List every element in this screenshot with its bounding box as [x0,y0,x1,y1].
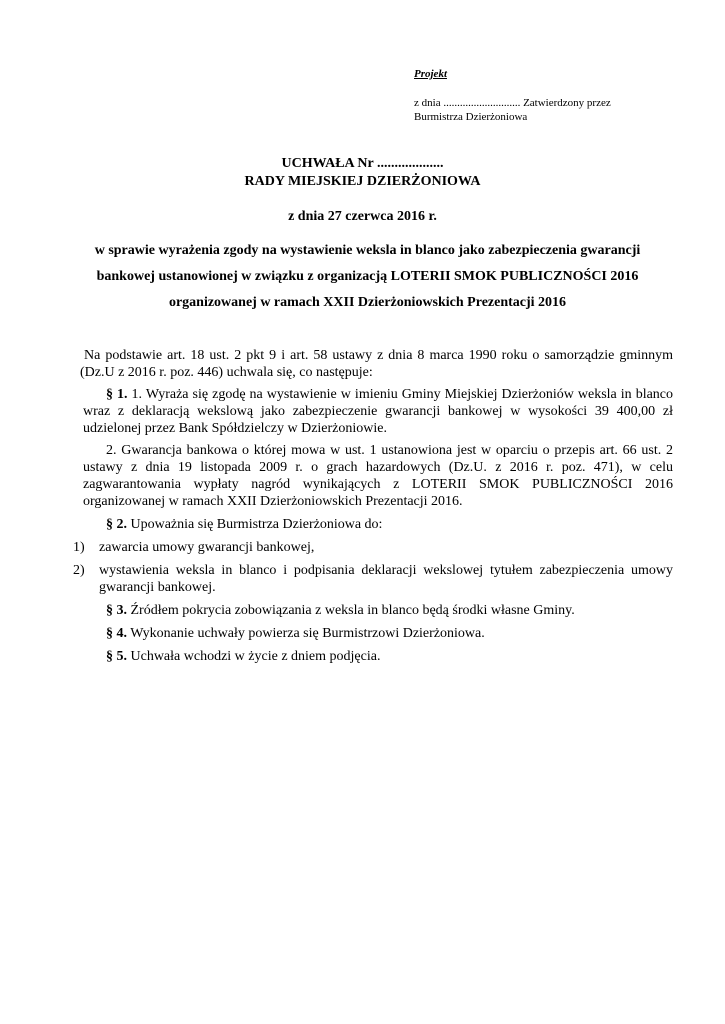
section-3-text: Źródłem pokrycia zobowiązania z weksla in blanco będą środki własne Gminy. [127,603,575,618]
section-1-paragraph-2: 2. Gwarancja bankowa o której mowa w ust. 1 ustanowiona jest w oparciu o przepis art. 66 ust. 2 ustawy z dnia 19 listopada 2009 r. o grach hazardowych (Dz.U. z 2016 r. poz. 471), w celu zagwarantowania wypłaty nagród wynikających z LOTERII SMOK PUBLICZNOŚCI 2016 organizowanej w ramach XXII Dzierżoniowskich Prezentacji 2016. [83,443,673,509]
section-1-text: 1. Wyraża się zgodę na wystawienie w imieniu Gminy Miejskiej Dzierżoniów weksla in blanco wraz z deklaracją wekslową jako zabezpieczenie gwarancji bankowej w wysokości 39 400,00 zł udzielonej przez Bank Spółdzielczy w Dzierżoniowie. [83,387,674,436]
section-4 [83,625,673,642]
list-item-number: 1) [73,540,85,555]
section-2-label: § 2. [106,517,127,532]
section-4-label: § 4. [106,626,127,641]
draft-header [414,67,611,124]
resolution-body [73,347,674,665]
section-2-text: Upoważnia się Burmistrza Dzierżoniowa do: [127,517,383,532]
section-3 [83,602,673,619]
section-4-text: Wykonanie uchwały powierza się Burmistrzowi Dzierżoniowa. [127,626,485,641]
list-item [73,562,673,596]
section-1 [83,386,673,437]
section-5-text: Uchwała wchodzi w życie z dniem podjęcia. [127,649,381,664]
section-5 [83,648,673,665]
approval-line: z dnia ............................ Zatwierdzony przez [414,97,611,109]
section-1-label: § 1. [106,387,128,402]
list-item-text: wystawienia weksla in blanco i podpisania deklaracji wekslowej tytułem zabezpieczenia umowy gwarancji bankowej. [99,563,673,595]
section-2 [83,516,673,533]
subject-line-3: organizowanej w ramach XXII Dzierżoniowskich Prezentacji 2016 [168,295,567,310]
preamble: Na podstawie art. 18 ust. 2 pkt 9 i art. 58 ustawy z dnia 8 marca 1990 roku o samorządzie gminnym (Dz.U z 2016 r. poz. 446) uchwala się, co następuje: [80,348,673,380]
resolution-date: z dnia 27 czerwca 2016 r. [288,209,437,224]
section-3-label: § 3. [106,603,127,618]
section-5-label: § 5. [106,649,127,664]
subject-line-1: w sprawie wyrażenia zgody na wystawienie weksla in blanco jako zabezpieczenia gwarancji [94,243,641,258]
subject-line-2: bankowej ustanowionej w związku z organizacją LOTERII SMOK PUBLICZNOŚCI 2016 [96,269,639,284]
resolution-subject [60,238,675,316]
list-item-text: zawarcia umowy gwarancji bankowej, [99,540,315,555]
list-item [73,539,673,556]
approval-authority: Burmistrza Dzierżoniowa [414,111,528,123]
list-item-number: 2) [73,563,85,578]
resolution-number: UCHWAŁA Nr ................... [281,156,444,171]
draft-label: Projekt [414,68,447,80]
council-name: RADY MIEJSKIEJ DZIERŻONIOWA [244,174,481,189]
